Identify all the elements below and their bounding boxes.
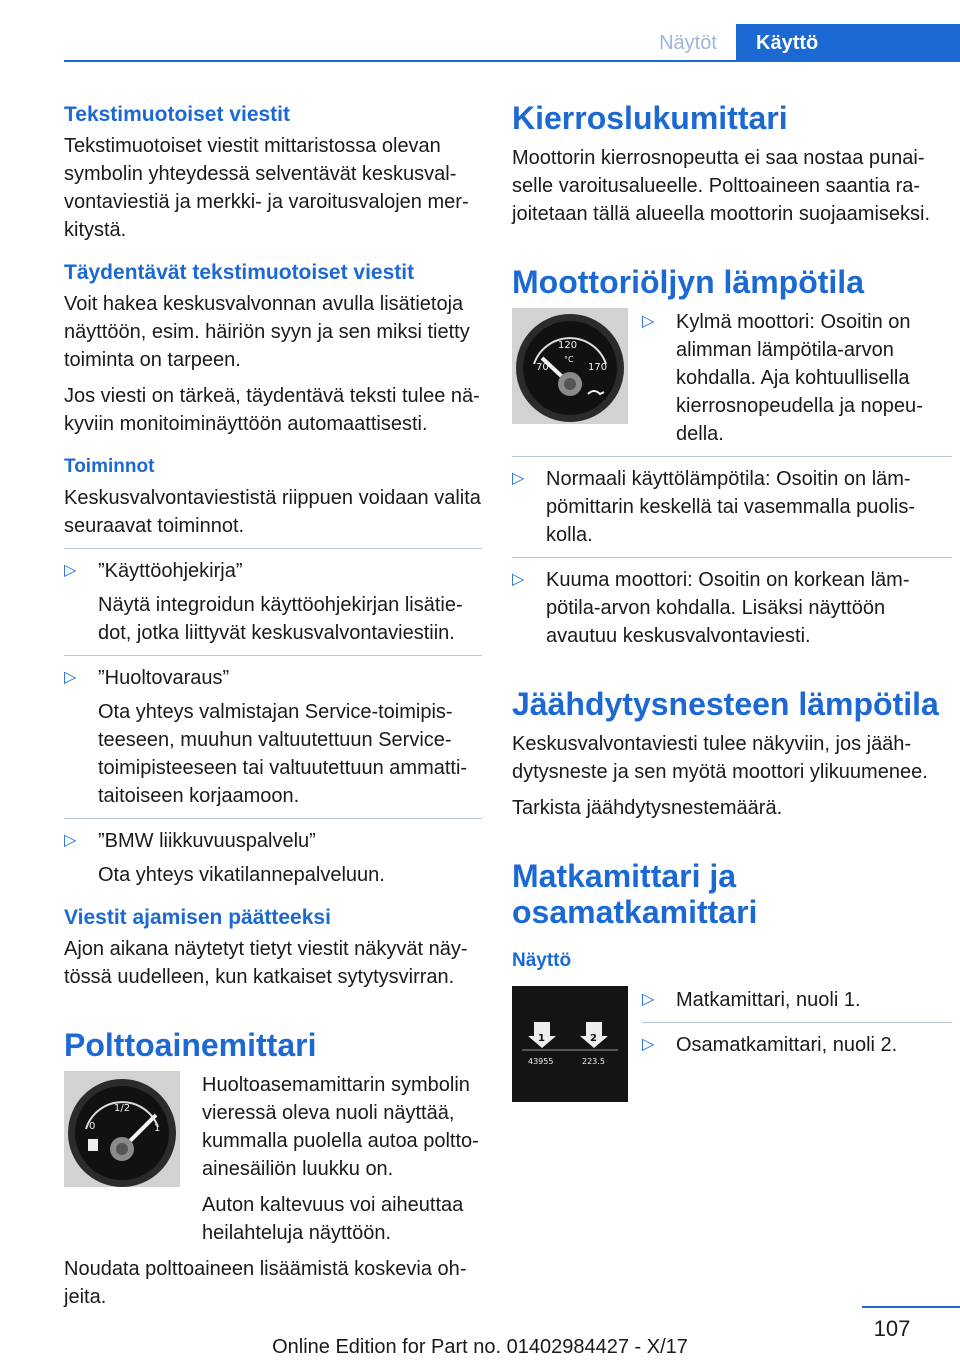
paragraph: Huoltoasemamittarin symbolin vieressä oleva nuoli näyttää, kummalla puolella autoa polttoainesäiliön luukku on. bbox=[202, 1074, 479, 1180]
subheading-display: Näyttö bbox=[512, 950, 572, 971]
list-item-label: ”BMW liikkuvuuspalvelu” bbox=[98, 830, 316, 852]
gauge-label-unit: °C bbox=[564, 355, 574, 364]
triangle-bullet-icon: ▷ bbox=[642, 991, 655, 1008]
section-title-text-messages: Tekstimuotoiset viestit bbox=[64, 103, 290, 126]
trip-value: 223.5 bbox=[582, 1057, 605, 1066]
paragraph: Voit hakea keskusvalvonnan avulla lisätietoja näyttöön, esim. häiriön syyn ja sen miksi tietty toiminta on tarpeen. bbox=[64, 293, 470, 371]
oil-temperature-gauge-image bbox=[512, 308, 628, 424]
footer-rule bbox=[862, 1306, 960, 1308]
list-item-label: ”Huoltovaraus” bbox=[98, 667, 230, 689]
odometer-value: 43955 bbox=[528, 1057, 554, 1066]
list-item bbox=[642, 1031, 952, 1059]
section-title-functions: Toiminnot bbox=[64, 456, 155, 477]
fuel-gauge-image bbox=[64, 1071, 180, 1187]
gauge-label-empty: 0 bbox=[89, 1121, 96, 1132]
gauge-label-full: 1 bbox=[154, 1123, 161, 1134]
gauge-label-half: 1/2 bbox=[114, 1103, 131, 1114]
gauge-label-120: 120 bbox=[558, 340, 578, 351]
list-item-text: Matkamittari, nuoli 1. bbox=[676, 989, 861, 1011]
triangle-bullet-icon: ▷ bbox=[512, 571, 525, 588]
list-item-desc: Ota yhteys vikatilannepalveluun. bbox=[98, 864, 385, 886]
edition-note: Online Edition for Part no. 01402984427 - X/17 bbox=[272, 1336, 688, 1358]
triangle-bullet-icon: ▷ bbox=[64, 669, 77, 686]
paragraph: Tarkista jäähdytysnestemäärä. bbox=[512, 797, 783, 819]
paragraph: Noudata polttoaineen lisäämistä koskevia ohjeita. bbox=[64, 1258, 467, 1308]
gauge-label-70: 70 bbox=[536, 362, 549, 373]
list-item bbox=[642, 308, 952, 448]
tab-naytot[interactable]: Näytöt bbox=[659, 32, 717, 54]
paragraph: Moottorin kierrosnopeutta ei saa nostaa punaiselle varoitusalueelle. Polttoaineen saantia rajoitetaan tällä alueella moottorin suojaamiseksi. bbox=[512, 147, 931, 225]
arrow-label-2: 2 bbox=[590, 1033, 597, 1044]
list-item bbox=[64, 664, 482, 810]
gauge-label-170: 170 bbox=[588, 362, 608, 373]
triangle-bullet-icon: ▷ bbox=[642, 1036, 655, 1053]
paragraph: Jos viesti on tärkeä, täydentävä teksti tulee näkyviin monitoiminäyttöön automaattisesti. bbox=[64, 385, 480, 435]
list-item bbox=[64, 557, 482, 647]
list-item-label: ”Käyttöohjekirja” bbox=[98, 560, 243, 582]
list-item-desc: Näytä integroidun käyttöohjekirjan lisätiedot, jotka liittyvät keskusvalvontaviestiin. bbox=[98, 594, 463, 644]
right-column bbox=[512, 100, 952, 1102]
heading-oil-temperature: Moottoriöljyn lämpötila bbox=[512, 264, 864, 300]
heading-coolant-temperature: Jäähdytysnesteen lämpötila bbox=[512, 686, 939, 722]
odometer-display-image bbox=[512, 986, 628, 1102]
paragraph: Tekstimuotoiset viestit mittaristossa olevan symbolin yhteydessä selventävät keskusvalvontaviestiä ja merkki- ja varoitusvalojen merkitystä. bbox=[64, 135, 469, 241]
paragraph: Keskusvalvontaviesti tulee näkyviin, jos jäähdytysneste ja sen myötä moottori ylikuumenee. bbox=[512, 733, 928, 783]
triangle-bullet-icon: ▷ bbox=[512, 470, 525, 487]
arrow-label-1: 1 bbox=[538, 1033, 545, 1044]
heading-tachometer: Kierroslukumittari bbox=[512, 100, 788, 136]
section-title-supplementary-messages: Täydentävät tekstimuotoiset viestit bbox=[64, 261, 415, 284]
oil-temperature-gauge-icon bbox=[512, 308, 628, 424]
list-item-text: Osamatkamittari, nuoli 2. bbox=[676, 1034, 898, 1056]
list-item-desc: Ota yhteys valmistajan Service-toimipisteeseen, muuhun valtuutettuun Service-toimipisteeseen tai valtuutettuun ammattitaitoiseen korjaamoon. bbox=[98, 701, 468, 807]
triangle-bullet-icon: ▷ bbox=[642, 313, 655, 330]
heading-fuel-gauge: Polttoainemittari bbox=[64, 1027, 317, 1063]
section-title-end-of-drive: Viestit ajamisen päätteeksi bbox=[64, 906, 331, 929]
list-item bbox=[512, 465, 952, 549]
fuel-gauge-icon bbox=[64, 1071, 180, 1187]
list-item bbox=[642, 986, 952, 1014]
list-item-text: Kylmä moottori: Osoitin on alimman lämpötila-arvon kohdalla. Aja kohtuullisella kierrosnopeudella ja nopeudella. bbox=[676, 311, 923, 445]
triangle-bullet-icon: ▷ bbox=[64, 832, 77, 849]
paragraph: Auton kaltevuus voi aiheuttaa heilahteluja näyttöön. bbox=[202, 1194, 464, 1244]
triangle-bullet-icon: ▷ bbox=[64, 562, 77, 579]
paragraph: Ajon aikana näytetyt tietyt viestit näkyvät näytössä uudelleen, kun katkaiset sytytysvirran. bbox=[64, 938, 468, 988]
list-item-text: Kuuma moottori: Osoitin on korkean lämpötila-arvon kohdalla. Lisäksi näyttöön avautuu keskusvalvontaviesti. bbox=[546, 569, 910, 647]
tab-kaytto[interactable]: Käyttö bbox=[736, 24, 960, 62]
left-column bbox=[64, 100, 482, 1311]
list-item bbox=[512, 566, 952, 650]
list-item-text: Normaali käyttölämpötila: Osoitin on lämpömittarin keskellä tai vasemmalla puoliskolla. bbox=[546, 468, 916, 546]
odometer-display-icon bbox=[512, 986, 628, 1102]
paragraph: Keskusvalvontaviestistä riippuen voidaan valita seuraavat toiminnot. bbox=[64, 487, 481, 537]
list-item bbox=[64, 827, 482, 889]
page-number: 107 bbox=[873, 1316, 911, 1341]
heading-odometer: Matkamittari ja osamatkamittari bbox=[512, 858, 758, 930]
